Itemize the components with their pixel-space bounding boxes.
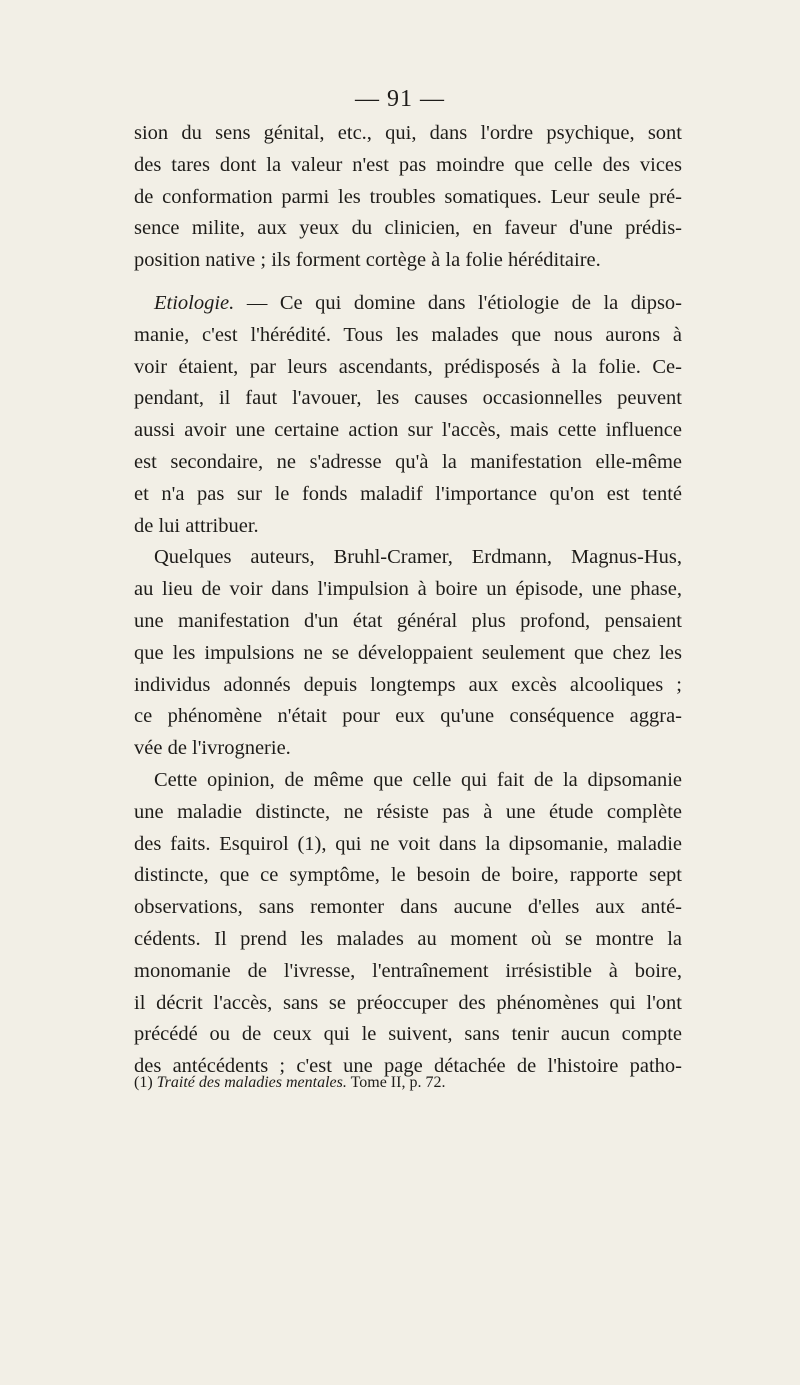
text-line: Cette opinion, de même que celle qui fait de la dipsomanie	[154, 768, 682, 791]
text-line: que les impulsions ne se développaient seulement que chez les	[134, 641, 682, 664]
text-line: distincte, que ce symptôme, le besoin de boire, rapporte sept	[134, 864, 682, 887]
text-line: — Ce qui domine dans l'étiologie de la dipso-	[246, 291, 683, 314]
footnote	[134, 1074, 694, 1092]
text-line: voir étaient, par leurs ascendants, prédisposés à la folie. Ce-	[134, 355, 682, 378]
text-line: individus adonnés depuis longtemps aux excès alcooliques ;	[134, 673, 682, 696]
text-line: vée de l'ivrognerie.	[134, 737, 291, 760]
text-line: aussi avoir une certaine action sur l'accès, mais cette influence	[134, 419, 682, 442]
text-line: sence milite, aux yeux du clinicien, en faveur d'une prédis-	[134, 217, 682, 240]
text-line: Quelques auteurs, Bruhl-Cramer, Erdmann, Magnus-Hus,	[154, 546, 682, 569]
text-line: des antécédents ; c'est une page détachée de l'histoire patho-	[134, 1055, 682, 1078]
text-line: position native ; ils forment cortège à la folie héréditaire.	[134, 249, 601, 272]
text-line: au lieu de voir dans l'impulsion à boire un épisode, une phase,	[134, 578, 682, 601]
text-line: et n'a pas sur le fonds maladif l'importance qu'on est tenté	[134, 482, 682, 505]
text-line: de lui attribuer.	[134, 514, 259, 537]
text-line: ce phénomène n'était pour eux qu'une conséquence aggra-	[134, 705, 682, 728]
footnote-reference: Tome II, p. 72.	[350, 1074, 446, 1091]
text-line: cédents. Il prend les malades au moment où se montre la	[134, 927, 682, 950]
text-line: pendant, il faut l'avouer, les causes occasionnelles peuvent	[134, 387, 682, 410]
text-line: une manifestation d'un état général plus profond, pensaient	[134, 609, 682, 632]
text-line: des faits. Esquirol (1), qui ne voit dans la dipsomanie, maladie	[134, 832, 682, 855]
text-line: est secondaire, ne s'adresse qu'à la manifestation elle-même	[134, 450, 682, 473]
text-line: monomanie de l'ivresse, l'entraînement irrésistible à boire,	[134, 959, 682, 982]
text-line: précédé ou de ceux qui le suivent, sans tenir aucun compte	[134, 1023, 682, 1046]
section-heading-etiologie: Etiologie.	[154, 291, 235, 314]
text-line: manie, c'est l'hérédité. Tous les malades que nous aurons à	[134, 323, 682, 346]
text-line: il décrit l'accès, sans se préoccuper des phénomènes qui l'ont	[134, 991, 682, 1014]
text-line: une maladie distincte, ne résiste pas à une étude complète	[134, 800, 682, 823]
etiology-paragraph-first-line	[134, 288, 682, 320]
page-number: — 91 —	[355, 86, 445, 112]
footnote-title: Traité des maladies mentales.	[156, 1074, 347, 1091]
text-line: observations, sans remonter dans aucune d'elles aux anté-	[134, 896, 682, 919]
body-text	[134, 118, 682, 1083]
text-line: des tares dont la valeur n'est pas moindre que celle des vices	[134, 153, 682, 176]
text-line: sion du sens génital, etc., qui, dans l'ordre psychique, sont	[134, 122, 682, 144]
text-line: de conformation parmi les troubles somatiques. Leur seule pré-	[134, 185, 682, 208]
footnote-marker: (1)	[134, 1074, 153, 1091]
